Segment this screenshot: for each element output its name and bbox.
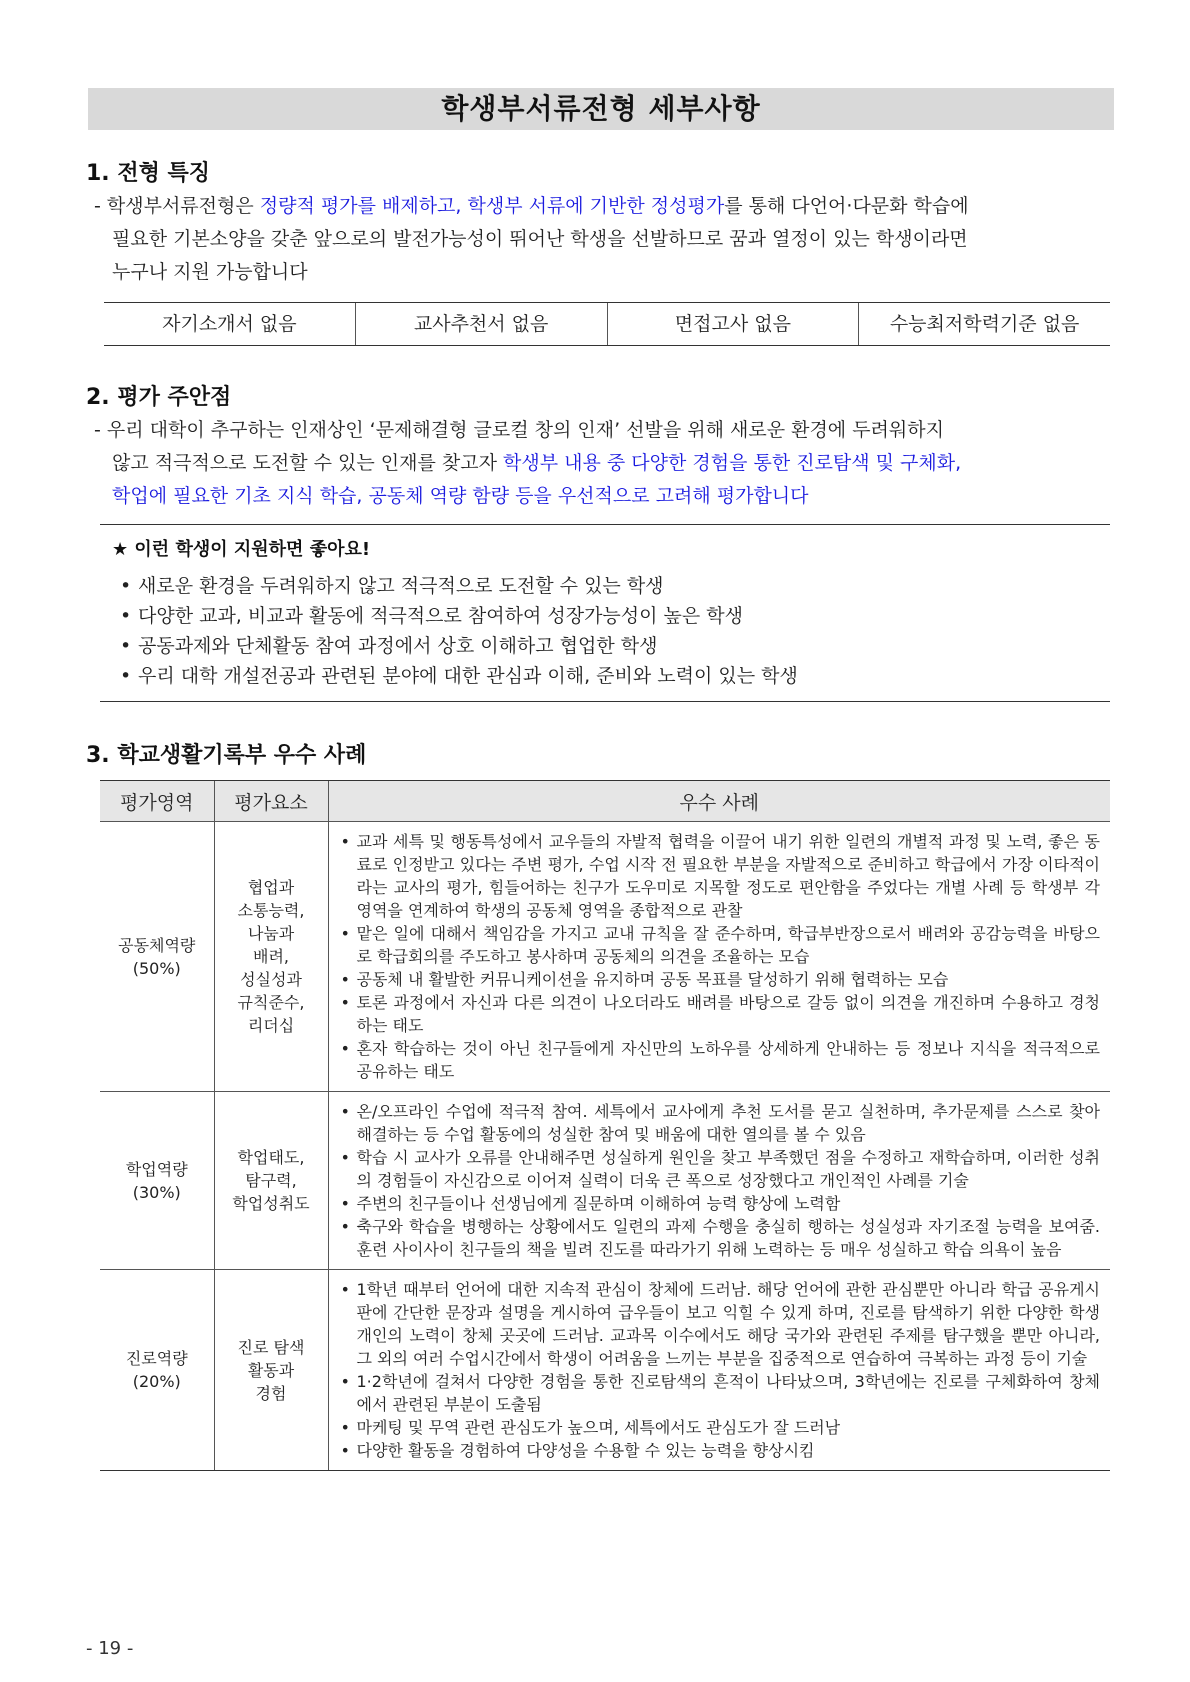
section2-highlight-b: 학업에 필요한 기초 지식 학습, 공동체 역량 함량 등을 우선적으로 고려해 평가합니다: [112, 485, 809, 507]
area-percent: (30%): [132, 1182, 181, 1202]
section1-heading: 1. 전형 특징: [86, 161, 210, 186]
section1-line-1: - 학생부서류전형은 정량적 평가를 배제하고, 학생부 서류에 기반한 정성평가를 통해 다언어·다문화 학습에: [94, 195, 969, 217]
section1-line-3: 누구나 지원 가능합니다: [112, 261, 308, 283]
section2-line-2: 않고 적극적으로 도전할 수 있는 인재를 찾고자 학생부 내용 중 다양한 경험을 통한 진로탐색 및 구체화,: [112, 452, 962, 474]
feature-no-teacher-recommendation: 교사추천서 없음: [355, 303, 607, 345]
area-cell: [100, 1092, 214, 1270]
list-item: • 새로운 환경을 두려워하지 않고 적극적으로 도전할 수 있는 학생: [120, 575, 664, 597]
recommended-student-title: ★ 이런 학생이 지원하면 좋아요!: [112, 539, 371, 560]
list-item: • 우리 대학 개설전공과 관련된 분야에 대한 관심과 이해, 준비와 노력이 있는 학생: [120, 665, 798, 687]
section1-paragraph: [94, 190, 1124, 289]
area-name: 공동체역량: [118, 935, 196, 955]
table-header-row: [100, 781, 1110, 822]
example-cell: [328, 1092, 1110, 1270]
area-cell: [100, 1270, 214, 1471]
area-percent: (50%): [132, 958, 181, 978]
feature-no-self-intro: 자기소개서 없음: [162, 313, 297, 335]
list-item: • 학습 시 교사가 오류를 안내해주면 성실하게 원인을 찾고 부족했던 점을 수정하고 재학습하며, 이러한 성취의 경험들이 자신감으로 이어져 실력이 더욱 큰 폭으로 성장했다고 개인적인 사례를 기술: [339, 1146, 1101, 1192]
area-percent: (20%): [132, 1372, 181, 1391]
list-item: • 교과 세특 및 행동특성에서 교우들의 자발적 협력을 이끌어 내기 위한 일련의 개별적 과정 및 노력, 좋은 동료로 인정받고 있다는 주변 평가, 수업 시작 전 필요한 부분을 자발적으로 준비하고 학급에서 가장 이타적이라는 교사의 평가, 힘들어하는 친구가 도우미로 지목할 정도로 편안함을 주었다는 개별 사례 등 학생부 각 영역을 연계하여 학생의 공동체 영역을 종합적으로 관찰: [339, 830, 1101, 922]
list-item: • 마케팅 및 무역 관련 관심도가 높으며, 세특에서도 관심도가 잘 드러남: [339, 1416, 1101, 1439]
page-number: - 19 -: [86, 1638, 134, 1659]
list-item: • 1학년 때부터 언어에 대한 지속적 관심이 창체에 드러남. 해당 언어에 관한 관심뿐만 아니라 학급 공유게시판에 간단한 문장과 설명을 게시하여 급우들이 보고 익힐 수 있게 하며, 진로를 탐색하기 위한 다양한 학생 개인의 노력이 창체 곳곳에 드러남. 교과목 이수에서도 해당 국가와 관련된 주제를 탐구했을 뿐만 아니라, 그 외의 여러 수업시간에서 학생이 어려움을 느끼는 부분을 집중적으로 연습하여 극복하는 과정 등이 기술: [339, 1278, 1101, 1370]
list-item: • 맡은 일에 대해서 책임감을 가지고 교내 규칙을 잘 준수하며, 학급부반장으로서 배려와 공감능력을 바탕으로 학급회의를 주도하고 봉사하며 공동체의 의견을 조율하는 모습: [339, 922, 1101, 968]
element-cell: 학업태도, 탐구력, 학업성취도: [214, 1092, 328, 1270]
column-header-area: 평가영역: [100, 781, 214, 822]
element-cell: 진로 탐색 활동과 경험: [214, 1270, 328, 1471]
example-cell: [328, 1270, 1110, 1471]
example-cell: [328, 822, 1110, 1092]
section2-highlight-a: 학생부 내용 중 다양한 경험을 통한 진로탐색 및 구체화,: [503, 452, 962, 474]
section2-heading: 2. 평가 주안점: [86, 385, 232, 410]
area-name: 학업역량: [125, 1159, 188, 1179]
list-item: • 다양한 활동을 경험하여 다양성을 수용할 수 있는 능력을 향상시킴: [339, 1439, 1101, 1462]
list-item: • 축구와 학습을 병행하는 상황에서도 일련의 과제 수행을 충실히 행하는 성실성과 자기조절 능력을 보여줌. 훈련 사이사이 친구들의 책을 빌려 진도를 따라가기 위해 노력하는 등 매우 성실하고 학습 의욕이 높음: [339, 1215, 1101, 1261]
table-row: [100, 1092, 1110, 1270]
column-header-example: 우수 사례: [328, 781, 1110, 822]
area-cell: [100, 822, 214, 1092]
list-item: • 공동과제와 단체활동 참여 과정에서 상호 이해하고 협업한 학생: [120, 635, 658, 657]
list-item: • 1·2학년에 걸쳐서 다양한 경험을 통한 진로탐색의 흔적이 나타났으며, 3학년에는 진로를 구체화하여 창체에서 관련된 부분이 도출됨: [339, 1370, 1101, 1416]
table-row: [100, 822, 1110, 1092]
table-row: [100, 1270, 1110, 1471]
list-item: • 온/오프라인 수업에 적극적 참여. 세특에서 교사에게 추천 도서를 묻고 실천하며, 추가문제를 스스로 찾아 해결하는 등 수업 활동에의 성실한 참여 및 배움에 대한 열의를 볼 수 있음: [339, 1100, 1101, 1146]
area-name: 진로역량: [125, 1349, 188, 1368]
list-item: • 토론 과정에서 자신과 다른 의견이 나오더라도 배려를 바탕으로 갈등 없이 의견을 개진하며 수용하고 경청하는 태도: [339, 991, 1101, 1037]
evaluation-table: [100, 780, 1110, 1471]
admission-features-table: [104, 302, 1110, 346]
section2-paragraph: [94, 414, 1124, 513]
feature-no-interview: 면접고사 없음: [607, 303, 859, 345]
section1-highlight: 정량적 평가를 배제하고, 학생부 서류에 기반한 정성평가: [259, 195, 725, 217]
page-title: 학생부서류전형 세부사항: [88, 88, 1114, 130]
section1-line-2: 필요한 기본소양을 갖춘 앞으로의 발전가능성이 뛰어난 학생을 선발하므로 꿈과 열정이 있는 학생이라면: [112, 228, 968, 250]
section2-line-1: - 우리 대학이 추구하는 인재상인 ‘문제해결형 글로컬 창의 인재’ 선발을 위해 새로운 환경에 두려워하지: [94, 419, 944, 441]
element-cell: 협업과 소통능력, 나눔과 배려, 성실성과 규칙준수, 리더십: [214, 822, 328, 1092]
recommended-student-box: [100, 524, 1110, 702]
section3-heading: 3. 학교생활기록부 우수 사례: [86, 743, 367, 768]
list-item: • 주변의 친구들이나 선생님에게 질문하며 이해하여 능력 향상에 노력함: [339, 1192, 1101, 1215]
recommended-student-list: [120, 571, 798, 691]
feature-no-csat-minimum: 수능최저학력기준 없음: [858, 303, 1110, 345]
list-item: • 다양한 교과, 비교과 활동에 적극적으로 참여하여 성장가능성이 높은 학생: [120, 605, 743, 627]
list-item: • 공동체 내 활발한 커뮤니케이션을 유지하며 공동 목표를 달성하기 위해 협력하는 모습: [339, 968, 1101, 991]
list-item: • 혼자 학습하는 것이 아닌 친구들에게 자신만의 노하우를 상세하게 안내하는 등 정보나 지식을 적극적으로 공유하는 태도: [339, 1037, 1101, 1083]
column-header-element: 평가요소: [214, 781, 328, 822]
